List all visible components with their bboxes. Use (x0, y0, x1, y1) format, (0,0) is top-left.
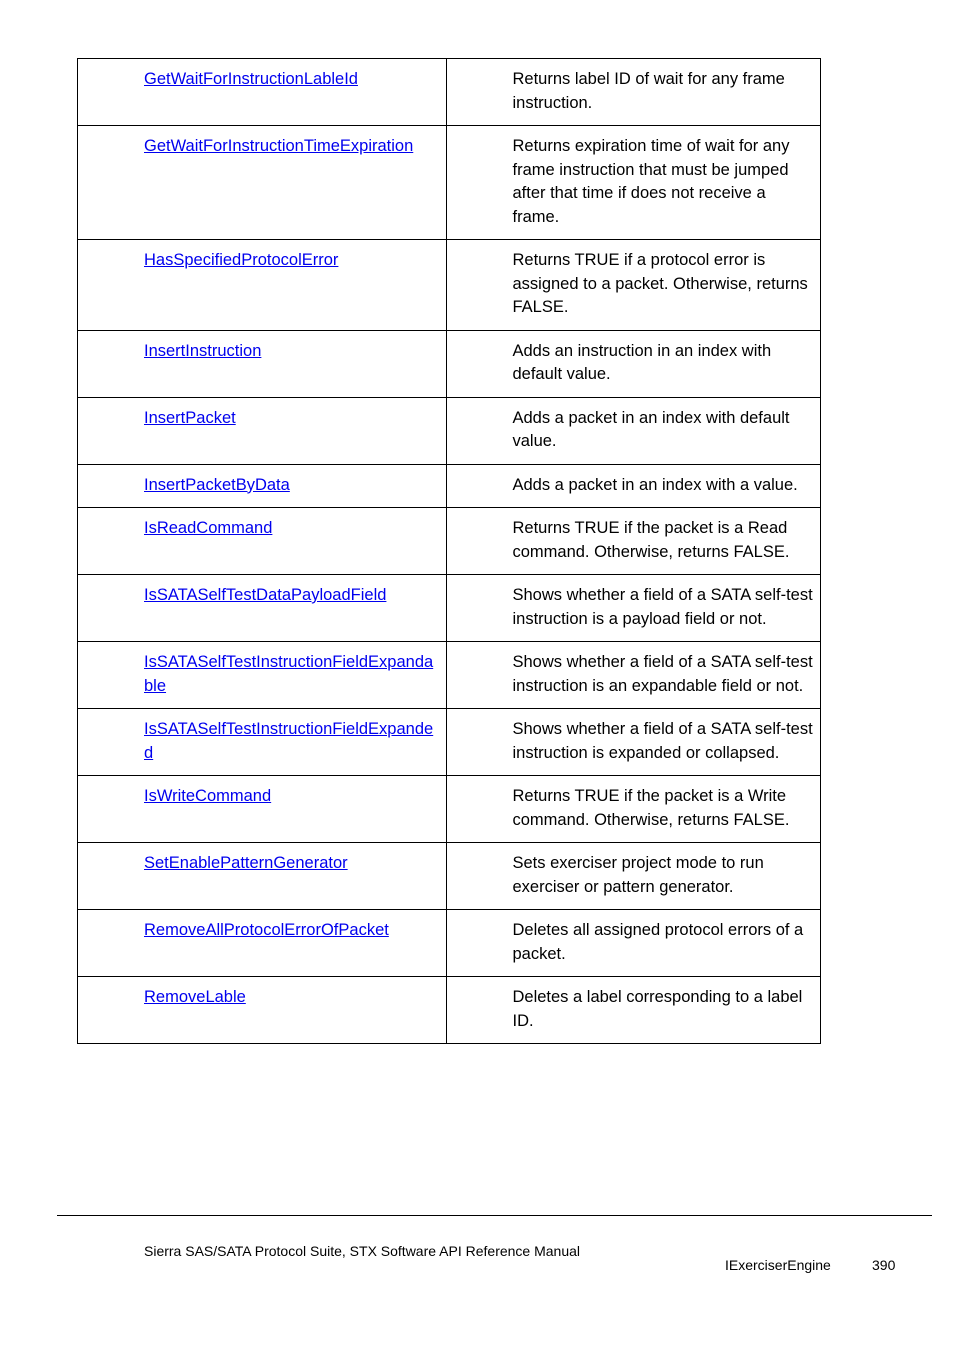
footer-section-name: IExerciserEngine (725, 1257, 831, 1273)
description-cell: Adds a packet in an index with a value. (447, 464, 821, 508)
description-cell: Returns expiration time of wait for any frame instruction that must be jumped after that time if does not receive a frame. (447, 126, 821, 240)
table-row (78, 575, 821, 642)
description-cell: Returns label ID of wait for any frame instruction. (447, 59, 821, 126)
table-row (78, 126, 821, 240)
method-cell (78, 776, 447, 843)
table-row (78, 464, 821, 508)
method-link[interactable]: InsertInstruction (144, 341, 262, 360)
method-cell (78, 59, 447, 126)
method-link[interactable]: IsReadCommand (144, 519, 273, 537)
method-link[interactable]: RemoveLable (144, 988, 246, 1006)
method-cell (78, 910, 447, 977)
table-row (78, 330, 821, 397)
method-link[interactable]: InsertPacket (144, 408, 236, 427)
table-row (78, 843, 821, 910)
footer-page-number: 390 (872, 1257, 896, 1273)
method-link[interactable]: GetWaitForInstructionLableId (144, 70, 358, 88)
description-cell: Deletes a label corresponding to a label ID. (447, 977, 821, 1044)
method-cell (78, 843, 447, 910)
method-cell (78, 464, 447, 508)
method-cell (78, 709, 447, 776)
description-cell: Adds an instruction in an index with default value. (447, 330, 821, 397)
method-link[interactable]: GetWaitForInstructionTimeExpiration (144, 137, 414, 155)
method-cell (78, 977, 447, 1044)
description-cell: Adds a packet in an index with default value. (447, 397, 821, 464)
method-link[interactable]: IsSATASelfTestInstructionFieldExpandable (144, 653, 434, 695)
table-row (78, 642, 821, 709)
description-cell: Shows whether a field of a SATA self-test instruction is an expandable field or not. (447, 642, 821, 709)
method-link[interactable]: IsSATASelfTestDataPayloadField (144, 586, 387, 604)
method-cell (78, 397, 447, 464)
api-method-table-body (78, 59, 821, 1044)
method-cell (78, 330, 447, 397)
method-cell (78, 126, 447, 240)
table-row (78, 240, 821, 331)
table-row (78, 508, 821, 575)
description-cell: Deletes all assigned protocol errors of a packet. (447, 910, 821, 977)
footer-document-title: Sierra SAS/SATA Protocol Suite, STX Software API Reference Manual (144, 1243, 581, 1259)
api-method-table (77, 58, 821, 1044)
description-cell: Returns TRUE if the packet is a Write command. Otherwise, returns FALSE. (447, 776, 821, 843)
method-cell (78, 508, 447, 575)
description-cell: Shows whether a field of a SATA self-test instruction is expanded or collapsed. (447, 709, 821, 776)
method-link[interactable]: HasSpecifiedProtocolError (144, 251, 339, 269)
method-link[interactable]: IsWriteCommand (144, 787, 272, 805)
table-row (78, 397, 821, 464)
method-cell (78, 240, 447, 331)
description-cell: Shows whether a field of a SATA self-test instruction is a payload field or not. (447, 575, 821, 642)
table-row (78, 910, 821, 977)
description-cell: Returns TRUE if the packet is a Read command. Otherwise, returns FALSE. (447, 508, 821, 575)
method-link[interactable]: IsSATASelfTestInstructionFieldExpanded (144, 720, 434, 762)
method-link[interactable]: SetEnablePatternGenerator (144, 854, 348, 872)
footer-divider (57, 1215, 932, 1216)
method-cell (78, 642, 447, 709)
table-row (78, 977, 821, 1044)
table-row (78, 59, 821, 126)
description-cell: Returns TRUE if a protocol error is assigned to a packet. Otherwise, returns FALSE. (447, 240, 821, 331)
table-row (78, 776, 821, 843)
table-row (78, 709, 821, 776)
method-cell (78, 575, 447, 642)
method-link[interactable]: RemoveAllProtocolErrorOfPacket (144, 921, 389, 939)
description-cell: Sets exerciser project mode to run exerciser or pattern generator. (447, 843, 821, 910)
method-link[interactable]: InsertPacketByData (144, 475, 290, 494)
